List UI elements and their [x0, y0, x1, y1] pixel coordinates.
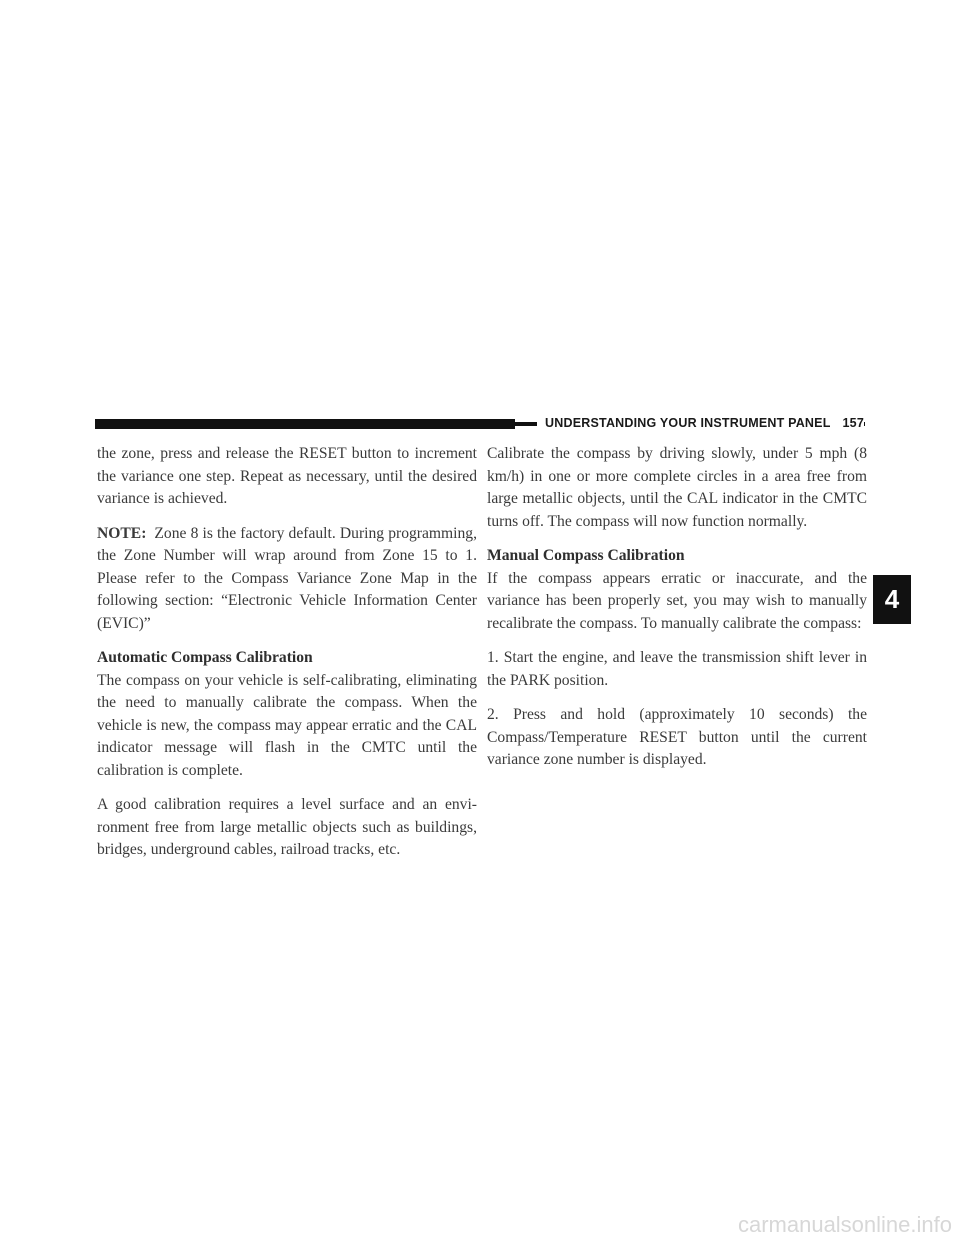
- step-2: 2. Press and hold (approximately 10 seconds) the Compass/Temperature RESET button until the current variance zone number is displayed.: [487, 706, 867, 768]
- watermark: carmanualsonline.info: [737, 1212, 952, 1237]
- heading-automatic-calibration: Automatic Compass Calibration: [97, 649, 313, 666]
- note-text: Zone 8 is the factory default. During programming, the Zone Number will wrap around from Zone 15 to 1. Please refer to the Compass Variance Zone Map in the following section: “Electronic Vehicle Information Center (EVIC)”: [97, 524, 477, 632]
- paragraph: Calibrate the compass by driving slowly, under 5 mph (8 km/h) in one or more complete circles in a area free from large metallic objects, until the CAL indicator in the CMTC turns off. The compass will now function normally.: [487, 445, 867, 530]
- left-column: [97, 443, 477, 874]
- chapter-tab: 4: [873, 575, 911, 624]
- paragraph: A good calibration requires a level surface and an environment free from large metallic objects such as buildings, bridges, underground cables, railroad tracks, etc.: [97, 796, 477, 858]
- paragraph: The compass on your vehicle is self-calibrating, eliminating the need to manually calibrate the compass. When the vehicle is new, the compass may appear erratic and the CAL indicator message will flash in the CMTC until the calibration is complete.: [97, 671, 477, 779]
- paragraph: the zone, press and release the RESET button to increment the variance one step. Repeat as necessary, until the desired variance is achieved.: [97, 445, 477, 507]
- note-paragraph: [97, 523, 477, 636]
- paragraph: If the compass appears erratic or inaccurate, and the variance has been properly set, you may wish to manually recalibrate the compass. To manually calibrate the compass:: [487, 569, 867, 632]
- page-number: 157: [842, 416, 864, 430]
- right-column: [487, 443, 867, 784]
- heading-manual-calibration: Manual Compass Calibration: [487, 547, 685, 564]
- note-label: NOTE:: [97, 524, 147, 542]
- section-title: UNDERSTANDING YOUR INSTRUMENT PANEL: [545, 416, 831, 430]
- running-header: [537, 409, 864, 437]
- step-1: 1. Start the engine, and leave the transmission shift lever in the PARK position.: [487, 649, 867, 689]
